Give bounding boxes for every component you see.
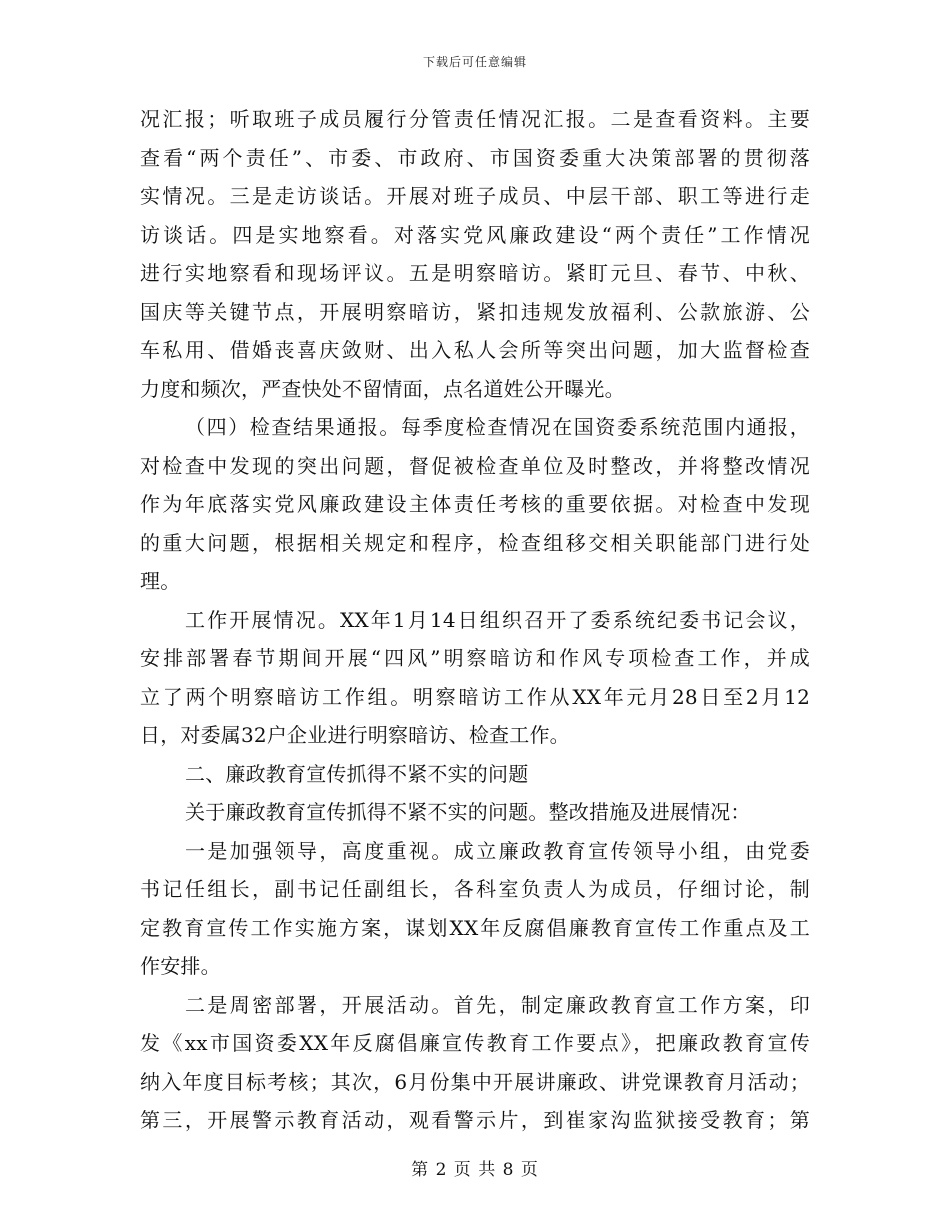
header-note: 下载后可任意编辑 [422, 55, 527, 69]
text-line: 作为年底落实党风廉政建设主体责任考核的重要依据。对检查中发现 [140, 492, 810, 516]
text-line: 发《xx市国资委XX年反腐倡廉宣传教育工作要点》，把廉政教育宣传 [140, 1031, 810, 1055]
text-line: 日，对委属32户企业进行明察暗访、检查工作。 [140, 723, 570, 747]
text-line: 访谈话。四是实地察看。对落实党风廉政建设“两个责任”工作情况 [140, 222, 810, 247]
text-line: 纳入年度目标考核；其次，6月份集中开展讲廉政、讲党课教育月活动； [140, 1069, 810, 1094]
text-line: 定教育宣传工作实施方案，谋划XX年反腐倡廉教育宣传工作重点及工 [140, 915, 810, 940]
text-line: 况汇报；听取班子成员履行分管责任情况汇报。二是查看资料。主要 [140, 107, 810, 131]
text-line: 实情况。三是走访谈话。开展对班子成员、中层干部、职工等进行走 [140, 184, 810, 208]
text-line: 工作开展情况。XX年1月14日组织召开了委系统纪委书记会议， [185, 607, 810, 632]
text-line: 力度和频次，严查快处不留情面，点名道姓公开曝光。 [140, 376, 625, 401]
text-line: 安排部署春节期间开展“四风”明察暗访和作风专项检查工作，并成 [140, 646, 810, 670]
text-line: 对检查中发现的突出问题，督促被检查单位及时整改，并将整改情况 [140, 453, 810, 478]
text-line: 的重大问题，根据相关规定和程序，检查组移交相关职能部门进行处 [140, 530, 810, 555]
page-number: 第 2 页 共 8 页 [411, 1160, 539, 1180]
document-body [140, 100, 810, 1140]
text-line: 查看“两个责任”、市委、市政府、市国资委重大决策部署的贯彻落 [140, 145, 810, 170]
text-line: 二是周密部署，开展活动。首先，制定廉政教育宣工作方案，印 [185, 992, 810, 1017]
text-line: 关于廉政教育宣传抓得不紧不实的问题。整改措施及进展情况： [185, 800, 751, 824]
text-line: 立了两个明察暗访工作组。明察暗访工作从XX年元月28日至2月12 [140, 684, 810, 709]
text-line: 进行实地察看和现场评议。五是明察暗访。紧盯元旦、春节、中秋、 [140, 261, 810, 285]
section-heading: 二、廉政教育宣传抓得不紧不实的问题 [185, 761, 529, 786]
text-line: 第三，开展警示教育活动，观看警示片，到崔家沟监狱接受教育；第 [140, 1108, 810, 1132]
text-line: （四）检查结果通报。每季度检查情况在国资委系统范围内通报， [185, 415, 810, 439]
text-line: 国庆等关键节点，开展明察暗访，紧扣违规发放福利、公款旅游、公 [140, 299, 810, 324]
text-line: 一是加强领导，高度重视。成立廉政教育宣传领导小组，由党委 [185, 838, 810, 863]
text-line: 作安排。 [140, 954, 221, 978]
text-line: 车私用、借婚丧喜庆敛财、出入私人会所等突出问题，加大监督检查 [140, 338, 810, 362]
text-line: 书记任组长，副书记任副组长，各科室负责人为成员，仔细讨论，制 [140, 877, 810, 901]
text-line: 理。 [140, 569, 181, 593]
